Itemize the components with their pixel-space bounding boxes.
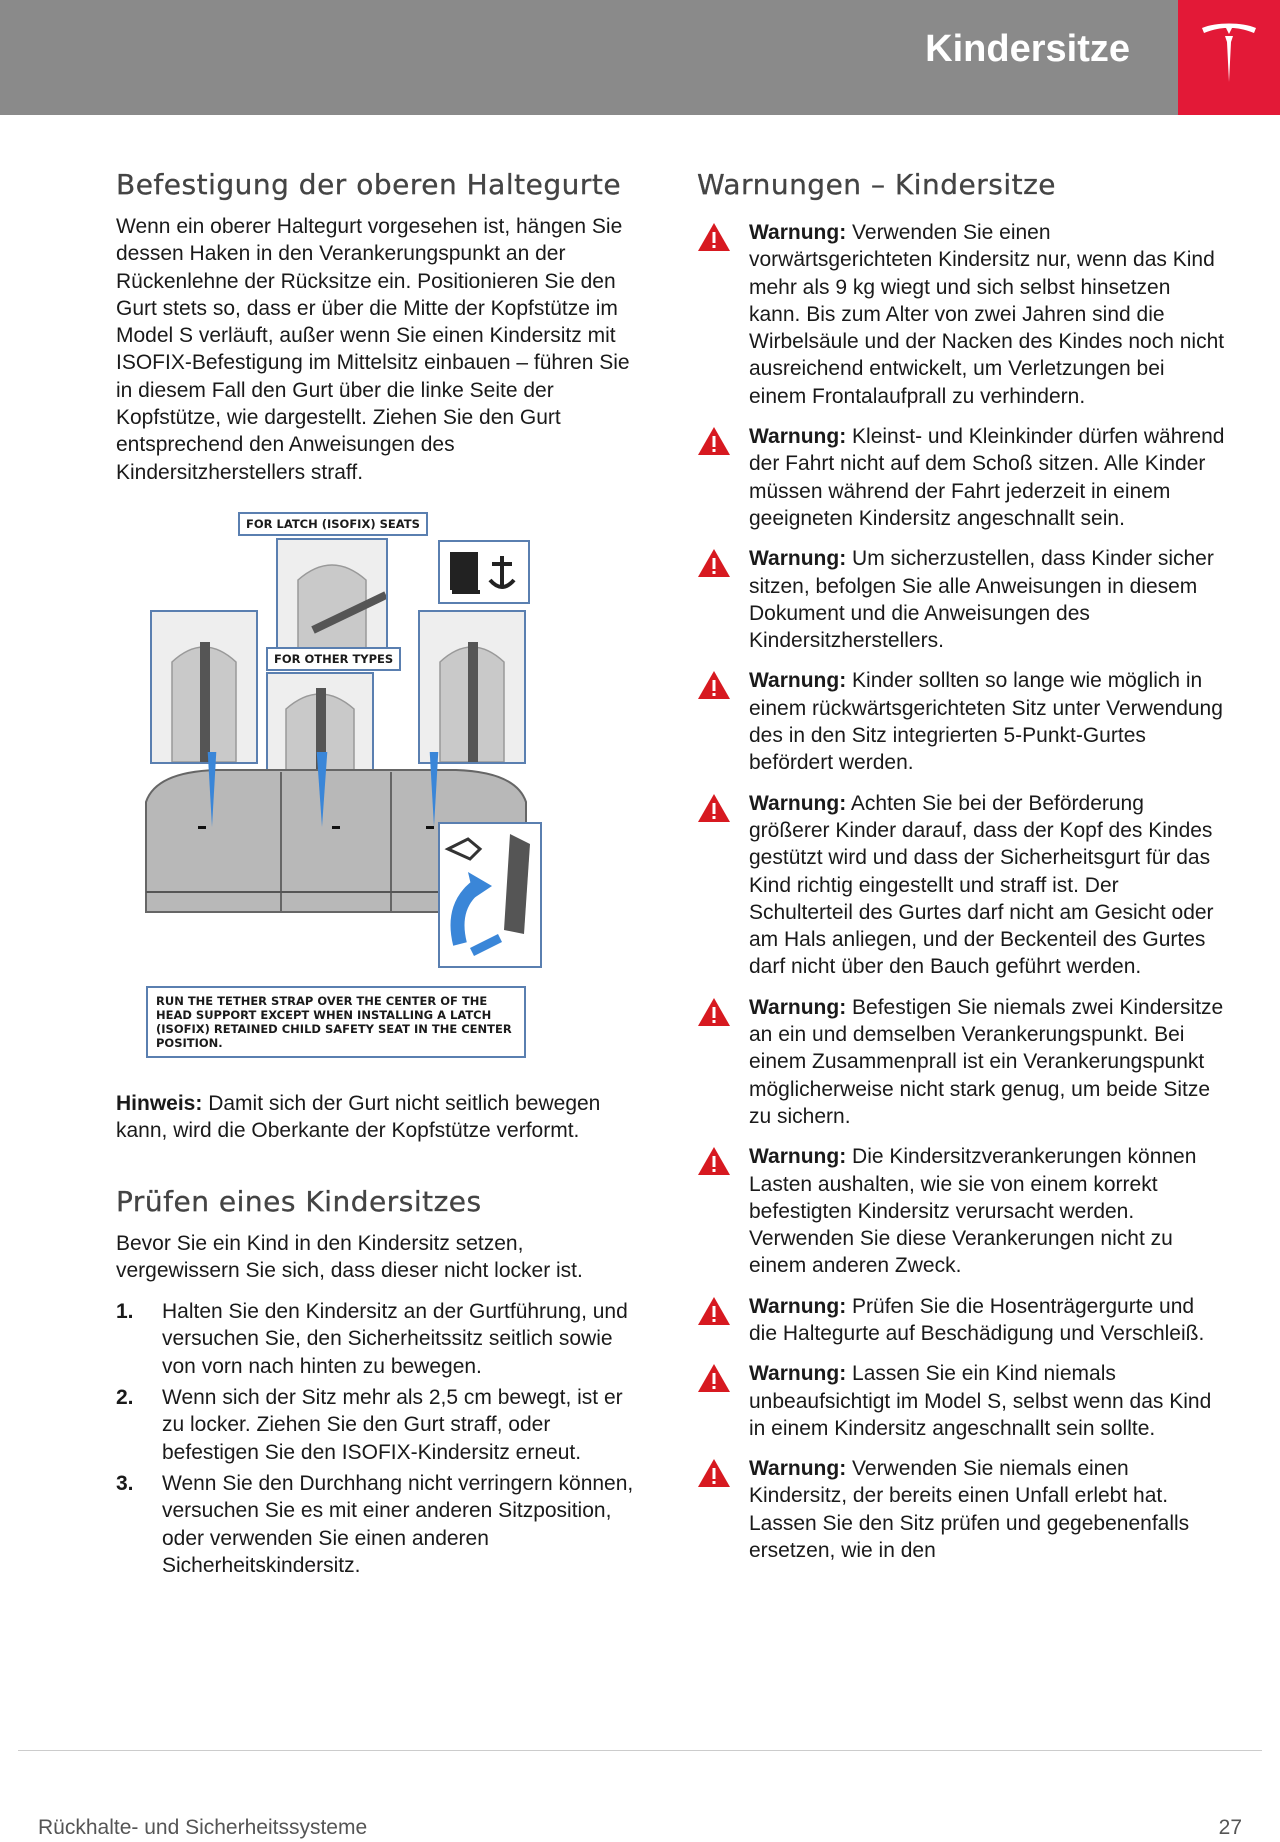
warning-item — [697, 219, 1227, 410]
warning-triangle-icon — [697, 1458, 731, 1488]
warning-text: Befestigen Sie niemals zwei Kindersitze an ein und demselben Verankerungspunkt. Bei einem Zusammenprall ist ein Verankerungspunkt möglicherweise nicht stark genug, um beide Sitze zu sichern. — [749, 995, 1224, 1128]
headrest-left-panel — [150, 610, 258, 764]
tether-diagram — [116, 512, 536, 1062]
warning-triangle-icon — [697, 1363, 731, 1393]
anchor-detail-panel — [438, 822, 542, 968]
right-column — [697, 168, 1227, 1577]
warning-label: Warnung: — [749, 669, 847, 693]
warning-list — [697, 219, 1227, 1564]
headrest-right-illustration — [420, 612, 524, 762]
warning-item — [697, 545, 1227, 654]
section-check-seat — [116, 1185, 646, 1580]
isofix-symbol-panel — [438, 540, 530, 604]
step-number: 2. — [116, 1386, 134, 1410]
label-other-types: FOR OTHER TYPES — [266, 647, 401, 671]
step-item — [116, 1384, 646, 1466]
page-title: Kindersitze — [925, 28, 1130, 70]
warning-item — [697, 790, 1227, 981]
warning-label: Warnung: — [749, 425, 847, 449]
warning-triangle-icon — [697, 426, 731, 456]
check-steps — [116, 1298, 646, 1579]
footer-divider — [18, 1750, 1262, 1751]
headrest-latch-illustration — [278, 540, 386, 648]
warning-text: Kinder sollten so lange wie möglich in einem rückwärtsgerichteten Sitz unter Verwendung des in den Sitz integrierten 5-Punkt-Gurtes befördert werden. — [749, 669, 1223, 775]
warning-triangle-icon — [697, 1296, 731, 1326]
note-text: Damit sich der Gurt nicht seitlich bewegen kann, wird die Oberkante der Kopfstütze verformt. — [116, 1091, 601, 1143]
isofix-anchor-icon — [440, 542, 528, 602]
left-column — [116, 168, 646, 1583]
warning-text: Prüfen Sie die Hosenträgergurte und die Haltegurte auf Beschädigung und Verschleiß. — [749, 1294, 1205, 1345]
step-text: Halten Sie den Kindersitz an der Gurtführung, und versuchen Sie, den Sicherheitssitz seitlich sowie von vorn nach hinten zu bewegen. — [162, 1300, 628, 1378]
warning-text: Lassen Sie ein Kind niemals unbeaufsichtigt im Model S, selbst wenn das Kind in einem Kindersitz angeschnallt sein sollte. — [749, 1362, 1212, 1440]
check-intro: Bevor Sie ein Kind in den Kindersitz setzen, vergewissern Sie sich, dass dieser nicht locker ist. — [116, 1231, 583, 1282]
warning-text: Die Kindersitzverankerungen können Lasten aushalten, wie sie von einem korrekt befestigten Kindersitz verursacht werden. Verwenden Sie diese Verankerungen nicht zu einem anderen Zweck. — [749, 1145, 1197, 1278]
warning-triangle-icon — [697, 793, 731, 823]
warning-label: Warnung: — [749, 547, 847, 571]
note-label: Hinweis: — [116, 1091, 203, 1115]
warning-label: Warnung: — [749, 1362, 847, 1386]
brand-logo — [1178, 0, 1280, 115]
section-heading-check: Prüfen eines Kindersitzes — [116, 1184, 482, 1218]
footer-section-name: Rückhalte- und Sicherheitssysteme — [38, 1816, 368, 1839]
step-item — [116, 1470, 646, 1579]
step-item — [116, 1298, 646, 1380]
section-heading-warnings: Warnungen – Kindersitze — [697, 168, 1057, 201]
page-number: 27 — [1218, 1816, 1242, 1839]
step-text: Wenn Sie den Durchhang nicht verringern können, versuchen Sie es mit einer anderen Sitzposition, oder verwenden Sie einen anderen Sicherheitskindersitz. — [162, 1471, 634, 1577]
headrest-right-panel — [418, 610, 526, 764]
warning-label: Warnung: — [749, 995, 847, 1019]
note-paragraph — [116, 1090, 646, 1145]
warning-label: Warnung: — [749, 1294, 847, 1318]
warning-text: Verwenden Sie einen vorwärtsgerichteten Kindersitz nur, wenn das Kind mehr als 9 kg wiegt und sich selbst hinsetzen kann. Bis zum Alter von zwei Jahren sind die Wirbelsäule und der Nacken des Kindes noch nicht ausreichend entwickelt, um Verletzungen bei einem Frontalaufprall zu verhindern. — [749, 221, 1225, 408]
tesla-logo-icon — [1198, 20, 1260, 88]
warning-label: Warnung: — [749, 791, 847, 815]
warning-text: Verwenden Sie niemals einen Kindersitz, der bereits einen Unfall erlebt hat. Lassen Sie den Sitz prüfen und gegebenenfalls ersetzen, wie in den — [749, 1457, 1190, 1563]
warning-item — [697, 667, 1227, 776]
headrest-latch-panel — [276, 538, 388, 650]
warning-item — [697, 1455, 1227, 1564]
step-text: Wenn sich der Sitz mehr als 2,5 cm bewegt, ist er zu locker. Ziehen Sie den Gurt straff, oder befestigen Sie den ISOFIX-Kindersitz erneut. — [162, 1386, 623, 1464]
label-latch-seats: FOR LATCH (ISOFIX) SEATS — [238, 512, 428, 536]
figure-caption: RUN THE TETHER STRAP OVER THE CENTER OF THE HEAD SUPPORT EXCEPT WHEN INSTALLING A LATCH (ISOFIX) RETAINED CHILD SAFETY SEAT IN THE CENTER POSITION. — [146, 986, 526, 1058]
warning-text: Um sicherzustellen, dass Kinder sicher sitzen, befolgen Sie alle Anweisungen in diesem Dokument und die Anweisungen des Kindersitzherstellers. — [749, 547, 1214, 653]
warning-item — [697, 1143, 1227, 1279]
warning-item — [697, 1360, 1227, 1442]
warning-label: Warnung: — [749, 1457, 847, 1481]
headrest-left-illustration — [152, 612, 256, 762]
warning-item — [697, 1293, 1227, 1348]
warning-label: Warnung: — [749, 1145, 847, 1169]
warning-triangle-icon — [697, 548, 731, 578]
warning-triangle-icon — [697, 997, 731, 1027]
warning-item — [697, 423, 1227, 532]
anchor-hook-illustration — [440, 824, 540, 966]
warning-text: Achten Sie bei der Beförderung größerer Kinder darauf, dass der Kopf des Kindes gestützt wird und dass der Sicherheitsgurt für das Kind richtig eingestellt und straff ist. Der Schulterteil des Gurtes darf nicht am Gesicht oder am Hals anliegen, und der Beckenteil des Gurtes darf nicht über den Bauch geführt werden. — [749, 791, 1214, 979]
warning-triangle-icon — [697, 670, 731, 700]
section-heading-tether: Befestigung der oberen Haltegurte — [116, 168, 622, 201]
warning-item — [697, 994, 1227, 1130]
warning-label: Warnung: — [749, 221, 847, 244]
step-number: 1. — [116, 1300, 134, 1324]
warning-triangle-icon — [697, 1146, 731, 1176]
step-number: 3. — [116, 1471, 134, 1495]
warning-triangle-icon — [697, 222, 731, 252]
tether-paragraph: Wenn ein oberer Haltegurt vorgesehen ist, hängen Sie dessen Haken in den Verankerungspunkt an der Rückenlehne der Rücksitze ein. Positionieren Sie den Gurt stets so, dass er über die Mitte der Kopfstütze im Model S verläuft, außer wenn Sie einen Kindersitz mit ISOFIX-Befestigung im Mittelsitz einbauen – führen Sie in diesem Fall den Gurt über die linke Seite der Kopfstütze, wie dargestellt. Ziehen Sie den Gurt entsprechend den Anweisungen des Kindersitzherstellers straff. — [116, 215, 630, 484]
warning-text: Kleinst- und Kleinkinder dürfen während der Fahrt nicht auf dem Schoß sitzen. Alle Kinder müssen während der Fahrt jederzeit in einem geeigneten Kindersitz angeschnallt sein. — [749, 425, 1225, 530]
